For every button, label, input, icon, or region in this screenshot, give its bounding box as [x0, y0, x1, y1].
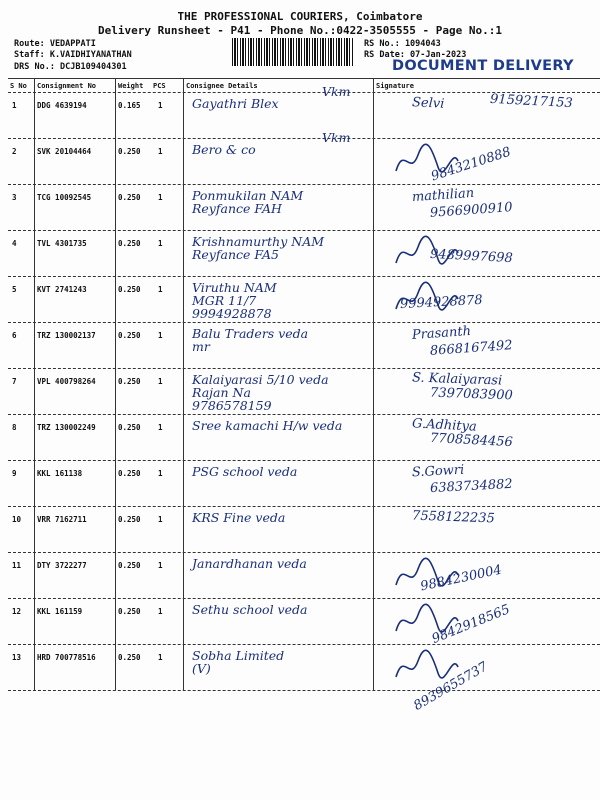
drs-number: DRS No.: DCJB109404301: [14, 62, 127, 72]
barcode: [232, 38, 354, 66]
row-consignment: SVK 20104464: [37, 147, 92, 156]
row-consignment: TCG 10092545: [37, 193, 92, 202]
staff-label: Staff: K.VAIDHIYANATHAN: [14, 50, 132, 60]
row-consignment: DDG 4639194: [37, 101, 87, 110]
signature-text: 9994928878: [399, 292, 484, 313]
rs-number: RS No.: 1094043: [364, 39, 441, 49]
row-weight: 0.165: [118, 101, 141, 110]
row-consignment: KVT 2741243: [37, 285, 87, 294]
row-consignment: VRR 7162711: [37, 515, 87, 524]
consignee-text: mr: [192, 339, 210, 354]
row-weight: 0.250: [118, 653, 141, 662]
row-weight: 0.250: [118, 377, 141, 386]
row-separator: [8, 322, 600, 323]
consignee-text: Sree kamachi H/w veda: [192, 418, 343, 433]
signature-text: 9566900910: [429, 200, 514, 221]
signature-scribble: [392, 141, 462, 181]
signature-scribble: [392, 601, 462, 641]
signature-text: 9884230004: [419, 562, 504, 595]
row-consignment: KKL 161159: [37, 607, 83, 616]
row-weight: 0.250: [118, 515, 141, 524]
row-consignment: DTY 3722277: [37, 561, 87, 570]
signature-text: 8939655737: [411, 659, 491, 714]
row-pcs: 1: [158, 285, 163, 294]
row-weight: 0.250: [118, 147, 141, 156]
company-title: THE PROFESSIONAL COURIERS, Coimbatore: [177, 10, 423, 23]
consignee-text: Krishnamurthy NAM: [192, 234, 325, 249]
col-header-consignee: Consignee Details: [186, 82, 258, 90]
runsheet-title: Delivery Runsheet - P41 - Phone No.:0422-3505555 - Page No.:1: [98, 24, 502, 37]
row-separator: [8, 552, 600, 553]
col-header-weight: Weight: [118, 82, 144, 90]
row-pcs: 1: [158, 561, 163, 570]
consignee-text: 9786578159: [192, 398, 272, 413]
signature-scribble: [392, 647, 462, 687]
signature-text: 8668167492: [429, 338, 514, 359]
row-consignment: VPL 400798264: [37, 377, 96, 386]
row-sno: 11: [12, 561, 22, 570]
signature-scribble: [392, 555, 462, 595]
row-separator: [8, 598, 600, 599]
row-consignment: TRZ 130002249: [37, 423, 96, 432]
consignee-text: Viruthu NAM: [192, 280, 277, 295]
row-separator: [8, 276, 600, 277]
row-pcs: 1: [158, 607, 163, 616]
signature-text: 9843210888: [429, 144, 513, 185]
row-separator: [8, 506, 600, 507]
row-sno: 3: [12, 193, 17, 202]
signature-text: 9842918565: [429, 602, 513, 648]
consignee-text: PSG school veda: [192, 464, 298, 479]
signature-text: Selvi: [411, 95, 445, 112]
row-weight: 0.250: [118, 607, 141, 616]
row-pcs: 1: [158, 331, 163, 340]
row-consignment: TVL 4301735: [37, 239, 87, 248]
signature-text: Prasanth: [411, 323, 472, 344]
row-pcs: 1: [158, 101, 163, 110]
row-sno: 5: [12, 285, 17, 294]
row-separator: [8, 368, 600, 369]
row-pcs: 1: [158, 377, 163, 386]
row-weight: 0.250: [118, 423, 141, 432]
row-separator: [8, 184, 600, 185]
signature-text: 6383734882: [429, 476, 514, 497]
signature-text: S.Gowri: [411, 462, 465, 481]
row-sno: 10: [12, 515, 22, 524]
signature-text: S. Kalaiyarasi: [411, 370, 503, 389]
row-weight: 0.250: [118, 285, 141, 294]
consignee-text: Janardhanan veda: [192, 556, 307, 571]
col-header-sno: S No: [10, 82, 27, 90]
rs-date: RS Date: 07-Jan-2023: [364, 50, 467, 60]
col-header-consignment: Consignment No: [37, 82, 97, 90]
row-separator: [8, 230, 600, 231]
row-pcs: 1: [158, 653, 163, 662]
row-weight: 0.250: [118, 469, 141, 478]
consignee-text: (V): [192, 661, 211, 676]
row-pcs: 1: [158, 193, 163, 202]
row-separator: [8, 690, 600, 691]
row-consignment: KKL 161138: [37, 469, 83, 478]
row-pcs: 1: [158, 147, 163, 156]
row-weight: 0.250: [118, 561, 141, 570]
row-separator: [8, 414, 600, 415]
consignee-text: MGR 11/7: [192, 293, 257, 308]
consignee-text: KRS Fine veda: [192, 510, 286, 525]
consignee-text: Ponmukilan NAM: [192, 188, 304, 203]
consignee-text: Vkm: [322, 84, 351, 99]
signature-text: 7397083900: [429, 385, 513, 404]
signature-text: 9159217153: [489, 91, 574, 112]
consignee-text: Bero & co: [192, 142, 256, 157]
row-pcs: 1: [158, 515, 163, 524]
consignee-text: Rajan Na: [192, 385, 251, 400]
row-separator: [8, 644, 600, 645]
row-sno: 2: [12, 147, 17, 156]
document-delivery-stamp: DOCUMENT DELIVERY: [392, 58, 574, 74]
row-sno: 6: [12, 331, 17, 340]
row-sno: 13: [12, 653, 22, 662]
row-sno: 7: [12, 377, 17, 386]
consignee-text: Sethu school veda: [192, 602, 308, 617]
signature-text: G.Adhitya: [411, 416, 478, 435]
row-pcs: 1: [158, 469, 163, 478]
consignee-text: Reyfance FAH: [192, 201, 282, 216]
row-sno: 1: [12, 101, 17, 110]
row-pcs: 1: [158, 423, 163, 432]
row-sno: 4: [12, 239, 17, 248]
signature-text: 7558122235: [411, 508, 495, 527]
row-separator: [8, 138, 600, 139]
row-weight: 0.250: [118, 239, 141, 248]
row-sno: 12: [12, 607, 22, 616]
signature-text: mathilian: [411, 185, 475, 206]
row-separator: [8, 460, 600, 461]
consignee-text: Reyfance FA5: [192, 247, 279, 262]
signature-text: 7708584456: [429, 430, 514, 451]
consignee-text: Gayathri Blex: [192, 96, 279, 111]
signature-scribble: [392, 233, 462, 273]
consignee-text: Kalaiyarasi 5/10 veda: [192, 372, 329, 387]
col-header-pcs: PCS: [153, 82, 166, 90]
route-label: Route: VEDAPPATI: [14, 39, 96, 49]
row-sno: 9: [12, 469, 17, 478]
signature-text: 9489997698: [429, 246, 514, 267]
row-consignment: HRD 700778516: [37, 653, 96, 662]
row-sno: 8: [12, 423, 17, 432]
consignee-text: Vkm: [322, 130, 351, 145]
col-header-signature: Signature: [376, 82, 414, 90]
consignee-text: 9994928878: [192, 306, 272, 321]
row-weight: 0.250: [118, 193, 141, 202]
row-weight: 0.250: [118, 331, 141, 340]
table-top-rule: [8, 78, 600, 79]
consignee-text: Balu Traders veda: [192, 326, 309, 341]
signature-scribble: [392, 279, 462, 319]
row-pcs: 1: [158, 239, 163, 248]
row-consignment: TRZ 130002137: [37, 331, 96, 340]
consignee-text: Sobha Limited: [192, 648, 285, 663]
